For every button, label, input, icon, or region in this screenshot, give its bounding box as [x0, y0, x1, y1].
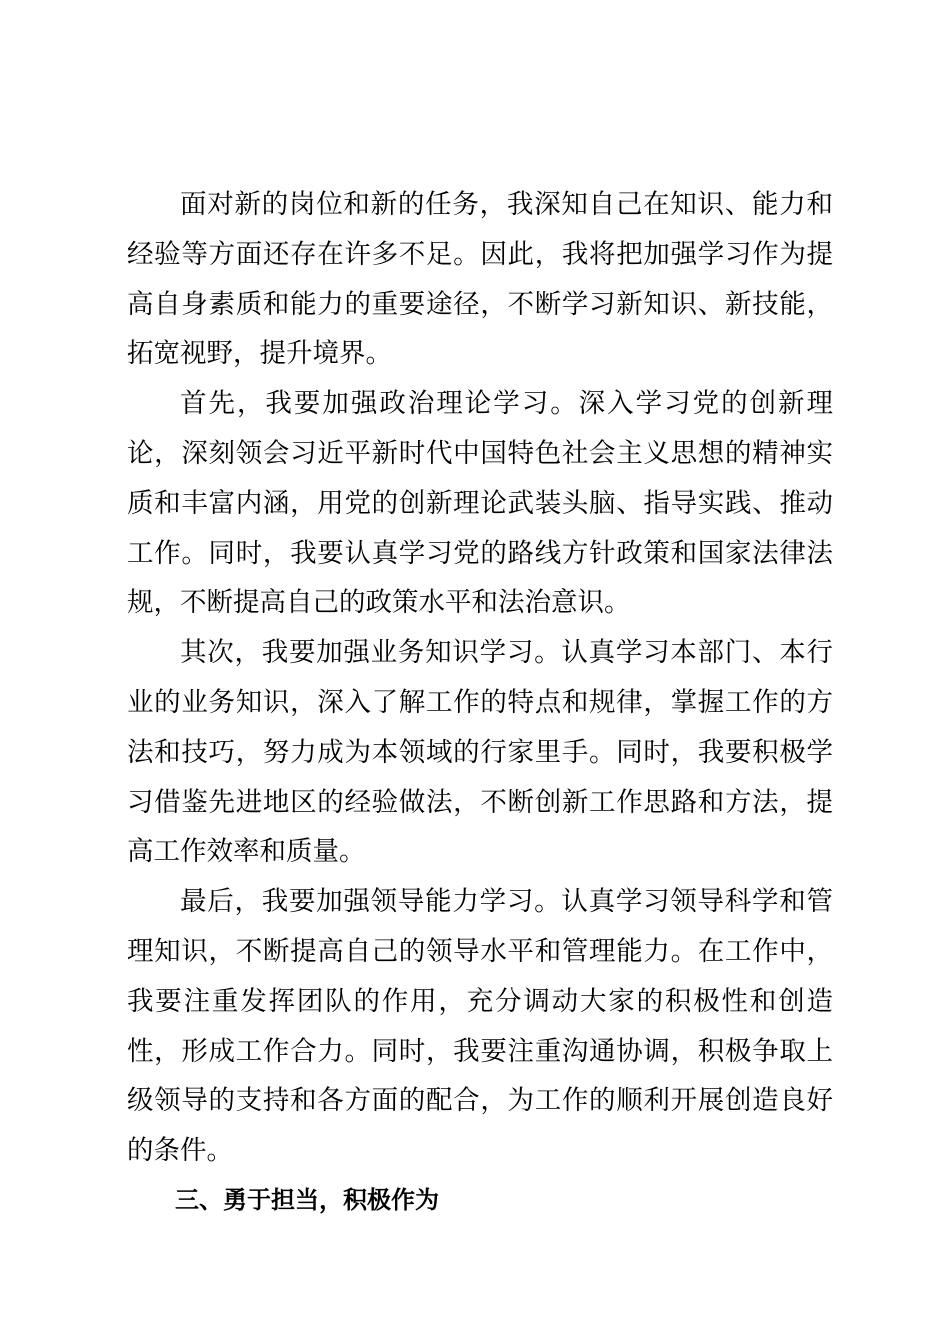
paragraph-business-knowledge: 其次，我要加强业务知识学习。认真学习本部门、本行业的业务知识，深入了解工作的特点和规律，掌握工作的方法和技巧，努力成为本领域的行家里手。同时，我要积极学习借鉴先进地区的经验做法，不断创新工作思路和方法，提高工作效率和质量。	[127, 637, 833, 868]
paragraph-leadership: 最后，我要加强领导能力学习。认真学习领导科学和管理知识，不断提高自己的领导水平和管理能力。在工作中，我要注重发挥团队的作用，充分调动大家的积极性和创造性，形成工作合力。同时，我要注重沟通协调，积极争取上级领导的支持和各方面的配合，为工作的顺利开展创造良好的条件。	[127, 886, 833, 1167]
document-body	[127, 180, 833, 1226]
section-heading: 三、勇于担当，积极作为	[175, 1185, 439, 1214]
paragraph-political-theory: 首先，我要加强政治理论学习。深入学习党的创新理论，深刻领会习近平新时代中国特色社会主义思想的精神实质和丰富内涵，用党的创新理论武装头脑、指导实践、推动工作。同时，我要认真学习党的路线方针政策和国家法律法规，不断提高自己的政策水平和法治意识。	[127, 388, 833, 619]
paragraph-study-intro: 面对新的岗位和新的任务，我深知自己在知识、能力和经验等方面还存在许多不足。因此，我将把加强学习作为提高自身素质和能力的重要途径，不断学习新知识、新技能，拓宽视野，提升境界。	[127, 189, 833, 370]
